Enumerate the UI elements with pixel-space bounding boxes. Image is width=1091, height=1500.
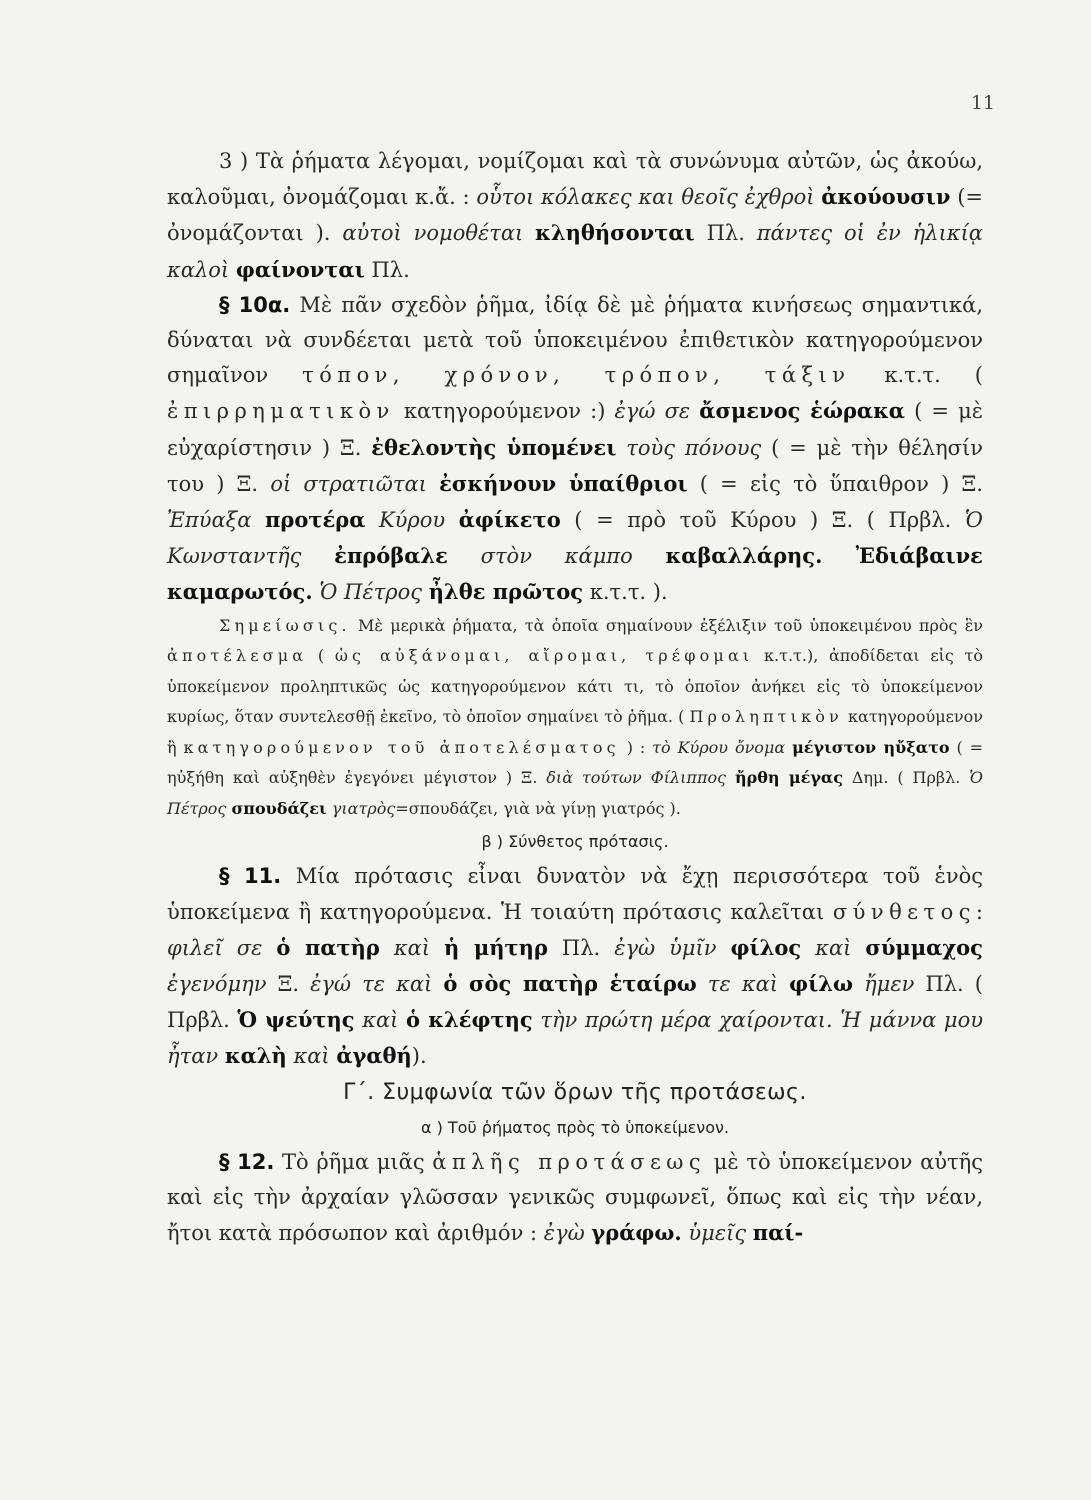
example-italic: καὶ — [393, 935, 431, 960]
heading-agreement: Γ΄. Συμφωνία τῶν ὅρων τῆς προτάσεως. — [343, 1079, 807, 1105]
section-number: 11. — [244, 864, 282, 889]
example-bold: κληθήσονται — [535, 220, 695, 246]
example-bold: φίλω — [789, 970, 854, 996]
example-italic: τε καὶ — [707, 971, 779, 996]
page-number: 11 — [970, 92, 995, 114]
section-sign: § — [219, 292, 230, 317]
example-bold: καβαλλάρης. Ἐδιάβαινε καμαρωτός. — [167, 543, 983, 605]
example-bold: προτέρα — [265, 507, 366, 533]
example-italic: τὴν πρώτη μέρα χαίρονται. Ἡ μάννα μου ἦταν — [167, 1008, 983, 1069]
example-bold: ἦλθε πρῶτος — [428, 579, 584, 605]
example-bold: ἐπρόβαλε — [334, 543, 448, 569]
text: Πλ. — [547, 935, 615, 960]
example-italic: ἐγὼ — [543, 1221, 585, 1246]
example-italic: Κύρου — [378, 508, 446, 533]
text: ( — [307, 646, 335, 666]
paragraph-3 — [167, 144, 983, 288]
example-italic: ἐγενόμην — [167, 971, 267, 996]
example-italic: οὗτοι κόλακες και θεοῖς ἐχθροὶ — [476, 185, 815, 210]
text: Μία πρότασις εἶναι δυνατὸν νὰ ἔχῃ περισσότερα τοῦ ἑνὸς ὑποκείμενα ἢ κατηγορούμενα. Ἡ τοιαύτη πρότασις καλεῖται — [167, 864, 983, 924]
spaced-term: ἁπλῆς προτάσεως — [432, 1149, 707, 1174]
text: Μὲ πᾶν σχεδὸν ῥῆμα, ἰδίᾳ δὲ μὲ ῥήματα κινήσεως σημαντικά, δύναται νὰ συνδέεται μετὰ τοῦ ὑποκειμένου ἐπιθετικὸν κατηγορούμενον σημαῖνον — [167, 292, 983, 388]
spaced-term: ἀποτέλεσμα — [167, 646, 308, 666]
example-italic: καὶ — [293, 1044, 330, 1069]
spaced-term: Προληπτικὸν — [689, 707, 843, 727]
text: ) : — [619, 737, 653, 757]
example-bold: Ὁ ψεύτης — [237, 1007, 355, 1033]
text: ). — [411, 1044, 427, 1069]
note-paragraph — [167, 611, 983, 825]
example-bold: ἐθελοντὴς ὑπομένει — [371, 434, 617, 460]
example-bold: ἡ μήτηρ — [444, 934, 548, 960]
example-bold: ἤρθη μέγας — [734, 768, 843, 788]
example-italic: αὐτοὶ νομοθέται — [342, 221, 524, 246]
text: Πλ. — [694, 221, 757, 246]
text: =σπουδάζει, γιὰ νὰ γίνῃ γιατρός ). — [395, 798, 681, 818]
example-italic: γιατρὸς — [331, 798, 396, 818]
text: Ξ. — [266, 971, 311, 996]
example-italic: ἐγὼ ὑμῖν — [614, 935, 717, 960]
example-italic: στὸν κάμπο — [480, 544, 633, 569]
text: Δημ. ( Πρβλ. — [842, 768, 970, 788]
note-label: Σημείωσις. — [219, 615, 351, 635]
text: ( = μὲ εὐχαρίστησιν ) Ξ. — [167, 399, 983, 460]
section-number: 10α. — [238, 292, 291, 317]
example-italic: ἐγώ τε καὶ — [310, 971, 433, 996]
example-italic: διὰ τούτων Φίλιππος — [546, 768, 727, 788]
text: Πλ. ( Πρβλ. — [167, 971, 983, 1033]
section-11 — [167, 859, 983, 1074]
text: κ.τ.τ.), ἀποδίδεται εἰς τὸ ὑποκείμενον προληπτικῶς ὡς κατηγορούμενον κάτι τι, τὸ ὁποῖον ἀνήκει εἰς τὸ ὑποκείμενον κυρίως, ὅταν συντελεσθῇ ἐκεῖνο, τὸ ὁποῖον σημαίνει τὸ ῥῆμα. ( — [167, 646, 983, 727]
example-italic: καὶ — [815, 935, 852, 960]
example-bold: ὁ πατὴρ — [276, 934, 380, 960]
example-italic: οἱ στρατιῶται — [270, 471, 427, 496]
example-bold: σπουδάζει — [231, 798, 327, 818]
example-italic: πάντες οἱ ἐν ἡλικίᾳ καλοὶ — [167, 221, 983, 282]
example-bold: ἄσμενος ἑώρακα — [699, 398, 905, 424]
spaced-term: κατηγορούμενον τοῦ ἀποτελέσματος — [183, 737, 620, 757]
example-bold: σύμμαχος — [865, 934, 983, 960]
text: μὲ τὸ ὑποκείμενον αὐτῆς καὶ εἰς τὴν ἀρχαίαν γλῶσσαν γενικῶς συμφωνεῖ, ὅπως καὶ εἰς τὴν νέαν, ἤτοι κατὰ πρόσωπον καὶ ἀριθμόν : — [167, 1149, 983, 1246]
text: ( = μὲ τὴν θέλησίν του ) Ξ. — [167, 435, 984, 496]
text: Μὲ μερικὰ ῥήματα, τὰ ὁποῖα σημαίνουν ἐξέλιξιν τοῦ ὑποκειμένου πρὸς ἓν — [350, 615, 983, 635]
section-sign: § — [219, 1149, 230, 1174]
text: ( = ηὐξήθη καὶ αὐξηθὲν ἐγεγόνει μέγιστον ) Ξ. — [167, 737, 984, 788]
example-italic: Ἐπύαξα — [167, 508, 252, 533]
example-bold: ὁ σὸς πατὴρ ἑταίρω — [443, 970, 697, 996]
spaced-term: τόπον, χρόνον, τρόπον, τάξιν — [302, 363, 851, 388]
example-bold: μέγιστον ηὔξατο — [792, 737, 950, 757]
text: (= ὀνομάζονται ). — [167, 185, 983, 246]
example-italic: ἐγώ σε — [614, 399, 691, 424]
heading-compound-clause: β ) Σύνθετος πρότασις. — [481, 832, 669, 852]
example-italic: φιλεῖ σε — [167, 935, 263, 960]
section-sign: § — [219, 864, 230, 889]
example-bold: γράφω. — [591, 1220, 682, 1246]
example-bold: ἀκούουσιν — [821, 184, 951, 210]
text: ( = εἰς τὸ ὕπαιθρον ) Ξ. — [687, 471, 984, 496]
section-number: 12. — [237, 1149, 275, 1174]
spaced-term: ὡς αὐξάνομαι, αἴρομαι, τρέφομαι — [334, 646, 754, 666]
text: κατηγορούμενον ἢ — [167, 707, 984, 757]
example-bold: φαίνονται — [235, 256, 365, 282]
text: κ.τ.τ. ). — [583, 580, 668, 605]
spaced-term: σύνθετος — [832, 899, 976, 924]
example-bold: ἀγαθή — [336, 1043, 412, 1069]
example-italic: τὸ Κύρου ὄνομα — [652, 737, 786, 757]
example-italic: ὑμεῖς — [688, 1221, 747, 1246]
text: κ.τ.τ. ( — [850, 363, 983, 388]
page-body — [167, 144, 983, 1252]
spaced-term: ἐπιρρηματικὸν — [167, 399, 395, 424]
example-italic: Ὁ Πέτρος — [167, 768, 984, 818]
example-bold: ἐσκήνουν ὑπαίθριοι — [439, 470, 688, 496]
text: κατηγορούμενον :) — [394, 399, 615, 424]
example-bold: παί- — [752, 1220, 804, 1246]
example-bold: ἀφίκετο — [458, 507, 561, 533]
section-10a — [167, 288, 983, 611]
text: Πλ. — [364, 257, 410, 282]
example-bold: φίλος — [730, 934, 802, 960]
heading-verb-subject: α ) Τοῦ ῥήματος πρὸς τὸ ὑποκείμενον. — [420, 1117, 730, 1137]
example-italic: καὶ — [362, 1008, 399, 1033]
text: ( = πρὸ τοῦ Κύρου ) Ξ. ( Πρβλ. — [560, 508, 965, 533]
text: : — [975, 899, 983, 924]
text: 3 ) Τὰ ῥήματα λέγομαι, νομίζομαι καὶ τὰ συνώνυμα αὐτῶν, ὡς ἀκούω, καλοῦμαι, ὀνομάζομαι κ.ἄ. : — [167, 149, 983, 210]
section-12 — [167, 1145, 983, 1252]
example-italic: ἤμεν — [864, 971, 915, 996]
example-bold: ὁ κλέφτης — [406, 1007, 533, 1033]
example-italic: Ὁ Πέτρος — [319, 580, 423, 605]
example-italic: Ὁ Κωνσταντῆς — [167, 508, 983, 569]
example-bold: καλὴ — [224, 1043, 287, 1069]
text: Τὸ ῥῆμα μιᾶς — [274, 1149, 433, 1174]
example-italic: τοὺς πόνους — [616, 435, 762, 460]
